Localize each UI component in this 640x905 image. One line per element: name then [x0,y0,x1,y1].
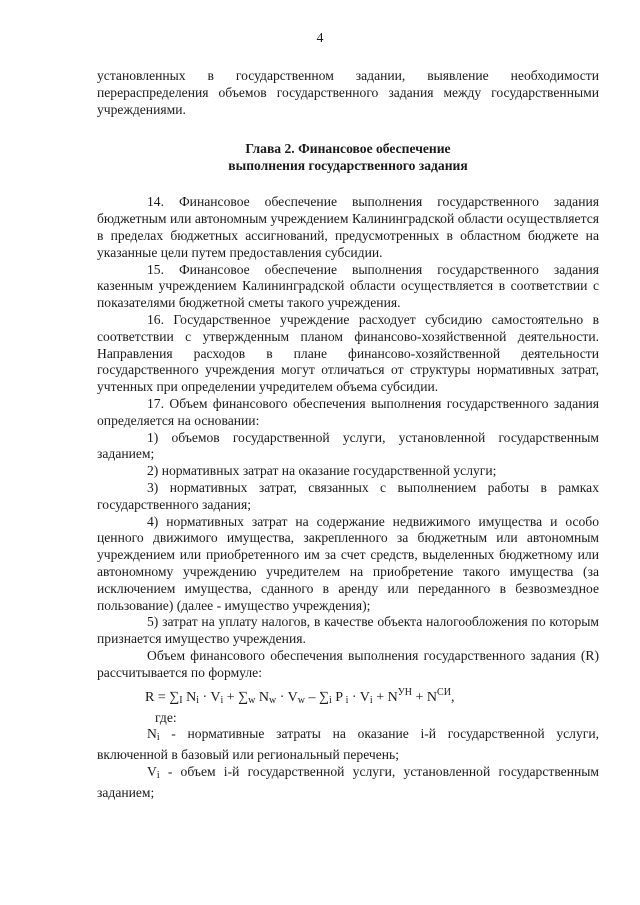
document-body [97,68,599,801]
list-item-5: 5) затрат на уплату налогов, в качестве объекта налогообложения по которым признается имущество учреждения. [97,614,599,647]
formula: $R = \sum_I$ $N_i \cdot V_i + \sum_w$ $N_w \cdot V_w - \sum_i$ P $_i \cdot V_i + N^{УН} + N^{СИ}$, [145,686,455,706]
intro-paragraph: установленных в государственном задании, выявление необходимости перераспределения объемов государственного задания между государственными учреждениями. [97,68,599,117]
paragraph-14: 14. Финансовое обеспечение выполнения государственного задания бюджетным или автономным учреждением Калининградской области осуществляется в пределах бюджетных ассигнований, предусмотренных в областном бюджете на указанные цели путем предоставления субсидии. [97,194,599,260]
paragraph-15: 15. Финансовое обеспечение выполнения государственного задания казенным учреждением Калининградской области осуществляется в соответствии с показателями бюджетной сметы такого учреждения. [97,261,599,311]
definition-vi: $V_i$ - объем i-й государственной услуги, установленной государственным заданием; [97,763,599,800]
paragraph-17: 17. Объем финансового обеспечения выполнения государственного задания определяется на основании: [97,395,599,428]
formula-intro: Объем финансового обеспечения выполнения государственного задания (R) рассчитывается по формуле: [97,647,599,680]
where-label: где: [155,709,177,725]
paragraph-16: 16. Государственное учреждение расходует субсидию самостоятельно в соответствии с утвержденным планом финансово-хозяйственной деятельности. Направления расходов в плане финансово-хозяйственной деятельности государственного учреждения могут отличаться от структуры нормативных затрат, учтенных при определении учредителем объема субсидии. [97,311,599,395]
chapter-heading-line1: Глава 2. Финансовое обеспечение [245,141,451,157]
definition-ni: $N_i$ - нормативные затраты на оказание i-й государственной услуги, включенной в базовый или региональный перечень; [97,726,599,763]
chapter-heading [97,140,599,174]
page-number: 4 [316,30,324,45]
list-item-3: 3) нормативных затрат, связанных с выполнением работы в рамках государственного задания; [97,479,599,512]
chapter-heading-line2: выполнения государственного задания [228,158,468,174]
list-item-1: 1) объемов государственной услуги, установленной государственным заданием; [97,429,599,462]
list-item-2: 2) нормативных затрат на оказание государственной услуги; [147,463,497,479]
list-item-4: 4) нормативных затрат на содержание недвижимого имущества и особо ценного движимого имущества, закрепленного за бюджетным или автономным учреждением или приобретенного им за счет средств, выделенных бюджетному или автономному учреждению учредителем на приобретение такого имущества (за исключением имущества, сданного в аренду или переданного в безвозмездное пользование) (далее - имущество учреждения); [97,513,599,613]
